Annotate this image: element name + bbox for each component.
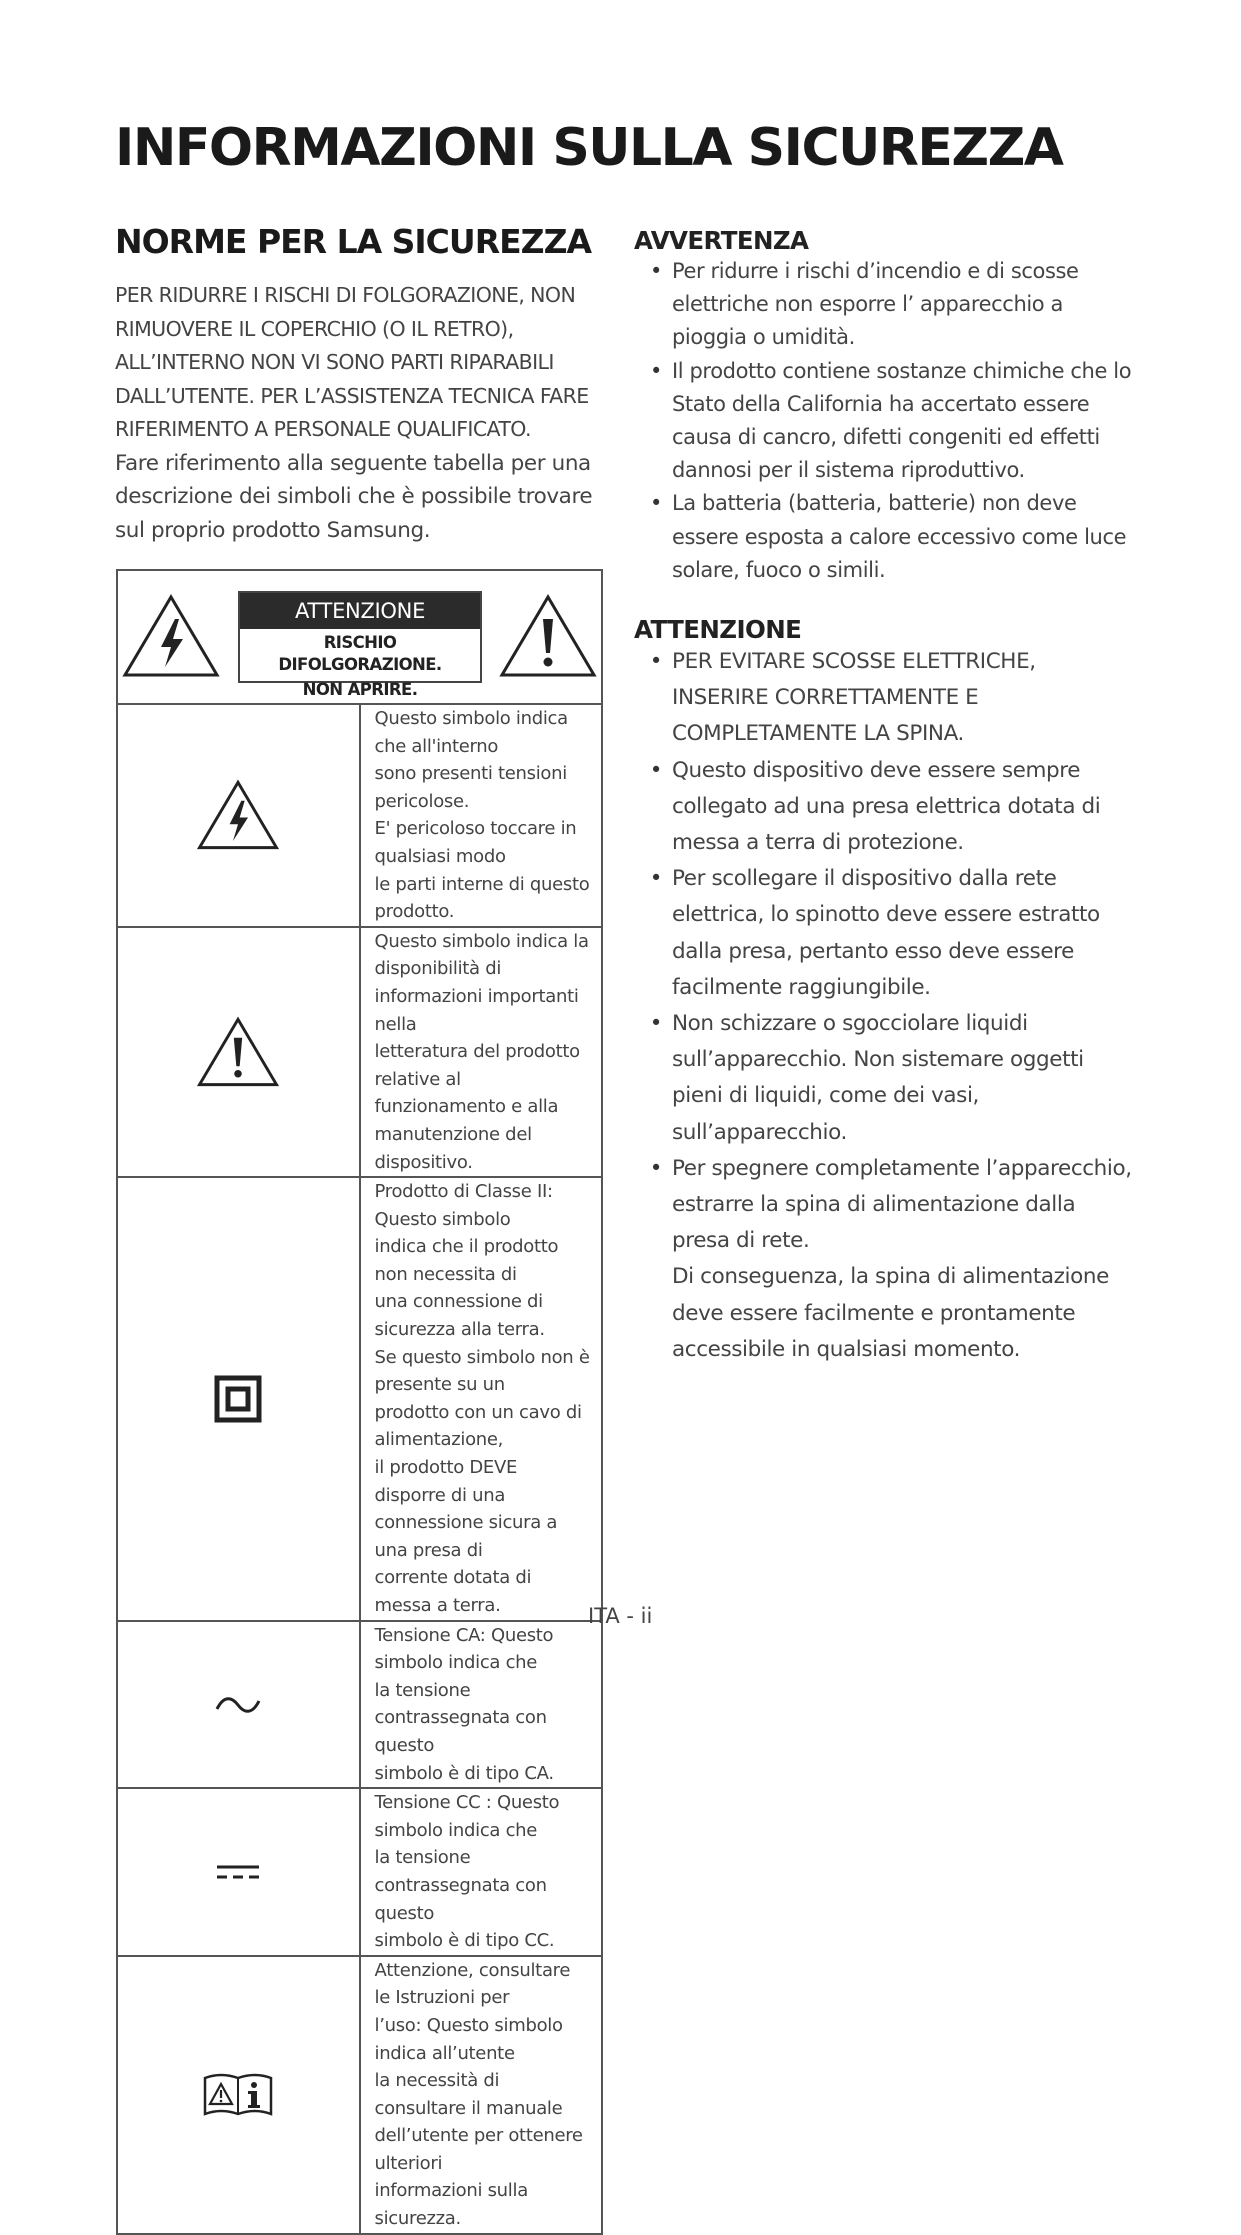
lightning-triangle-icon [196, 779, 280, 851]
list-item: • Questo dispositivo deve essere sempre collegato ad una presa elettrica dotata di messa a terra di protezione. [634, 753, 1134, 862]
symbol-row [117, 927, 602, 1177]
left-column [115, 222, 615, 547]
ac-voltage-icon [214, 1695, 262, 1715]
symbol-description: Questo simbolo indica la disponibilità di informazioni importanti nella letteratura del prodotto relative al funzionamento e alla manutenzione del dispositivo. [360, 927, 603, 1177]
intro-caps-line: DALL’UTENTE. PER L’ASSISTENZA TECNICA FARE [115, 383, 589, 408]
list-item: • La batteria (batteria, batterie) non deve essere esposta a calore eccessivo come luce solare, fuoco o simili. [634, 487, 1134, 587]
exclamation-triangle-icon [498, 593, 598, 679]
attenzione-heading: ATTENZIONE [634, 615, 802, 645]
warning-label-line1: RISCHIO DIFOLGORAZIONE. [278, 633, 442, 674]
warning-label-title: ATTENZIONE [240, 593, 480, 629]
symbol-description: Attenzione, consultare le Istruzioni per l’uso: Questo simbolo indica all’utente la necessità di consultare il manuale dell’utente per ottenere ulteriori informazioni sulla sicurezza. [360, 1956, 603, 2234]
page-number: ITA - ii [588, 1604, 653, 1628]
page-title: INFORMAZIONI SULLA SICUREZZA [115, 118, 1063, 178]
symbol-description: Questo simbolo indica che all'interno sono presenti tensioni pericolose. E' pericoloso toccare in qualsiasi modo le parti interne di questo prodotto. [360, 704, 603, 927]
list-item: • Per spegnere completamente l’apparecchio, estrarre la spina di alimentazione dalla presa di rete. [634, 1151, 1134, 1260]
list-item: • Per scollegare il dispositivo dalla rete elettrica, lo spinotto deve essere estratto dalla presa, pertanto esso deve essere facilmente raggiungibile. [634, 861, 1134, 1006]
list-item: • Il prodotto contiene sostanze chimiche che lo Stato della California ha accertato essere causa di cancro, difetti congeniti ed effetti dannosi per il sistema riproduttivo. [634, 355, 1134, 488]
lightning-triangle-icon [121, 593, 221, 679]
attenzione-list [634, 644, 1134, 1368]
symbols-table [116, 569, 603, 2235]
intro-caps-line: RIMUOVERE IL COPERCHIO (O IL RETRO), [115, 316, 514, 341]
dc-voltage-icon [214, 1862, 262, 1882]
warning-label-line2: NON APRIRE. [302, 680, 418, 699]
symbol-description: Prodotto di Classe II: Questo simbolo indica che il prodotto non necessita di una connessione di sicurezza alla terra. Se questo simbolo non è presente su un prodotto con un cavo di alimentazione, il prodotto DEVE disporre di una connessione sicura a una presa di corrente dotata di messa a terra. [360, 1177, 603, 1621]
right-column [634, 226, 1134, 1368]
symbol-row [117, 704, 602, 927]
list-item: • Non schizzare o sgocciolare liquidi sull’apparecchio. Non sistemare oggetti pieni di liquidi, come dei vasi, sull’apparecchio. [634, 1006, 1134, 1151]
avvertenza-heading: AVVERTENZA [634, 226, 809, 255]
symbol-description: Tensione CA: Questo simbolo indica che la tensione contrassegnata con questo simbolo è di tipo CA. [360, 1621, 603, 1789]
exclamation-triangle-icon [196, 1016, 280, 1088]
intro-caps-line: ALL’INTERNO NON VI SONO PARTI RIPARABILI [115, 350, 554, 374]
symbol-description: Tensione CC : Questo simbolo indica che la tensione contrassegnata con questo simbolo è di tipo CC. [360, 1788, 603, 1956]
warning-label-row [117, 570, 602, 704]
list-item: • PER EVITARE SCOSSE ELETTRICHE, INSERIRE CORRETTAMENTE E COMPLETAMENTE LA SPINA. [634, 644, 1134, 753]
intro-caps-line: RIFERIMENTO A PERSONALE QUALIFICATO. [115, 417, 531, 441]
symbol-row [117, 1788, 602, 1956]
intro-paragraph [115, 279, 615, 547]
intro-text: Fare riferimento alla seguente tabella per una descrizione dei simboli che è possibile trovare sul proprio prodotto Samsung. [115, 450, 593, 543]
symbol-row [117, 1956, 602, 2234]
list-item: • Per ridurre i rischi d’incendio e di scosse elettriche non esporre l’ apparecchio a pioggia o umidità. [634, 255, 1134, 355]
attenzione-note: Di conseguenza, la spina di alimentazione deve essere facilmente e prontamente accessibile in qualsiasi momento. [672, 1264, 1109, 1362]
symbol-row [117, 1621, 602, 1789]
consult-manual-icon [203, 2072, 273, 2118]
section-heading: NORME PER LA SICUREZZA [115, 222, 592, 261]
class-ii-double-square-icon [214, 1375, 262, 1423]
symbol-row [117, 1177, 602, 1621]
avvertenza-list [634, 255, 1134, 587]
intro-caps-line: PER RIDURRE I RISCHI DI FOLGORAZIONE, NON [115, 283, 576, 307]
warning-label [238, 591, 482, 699]
